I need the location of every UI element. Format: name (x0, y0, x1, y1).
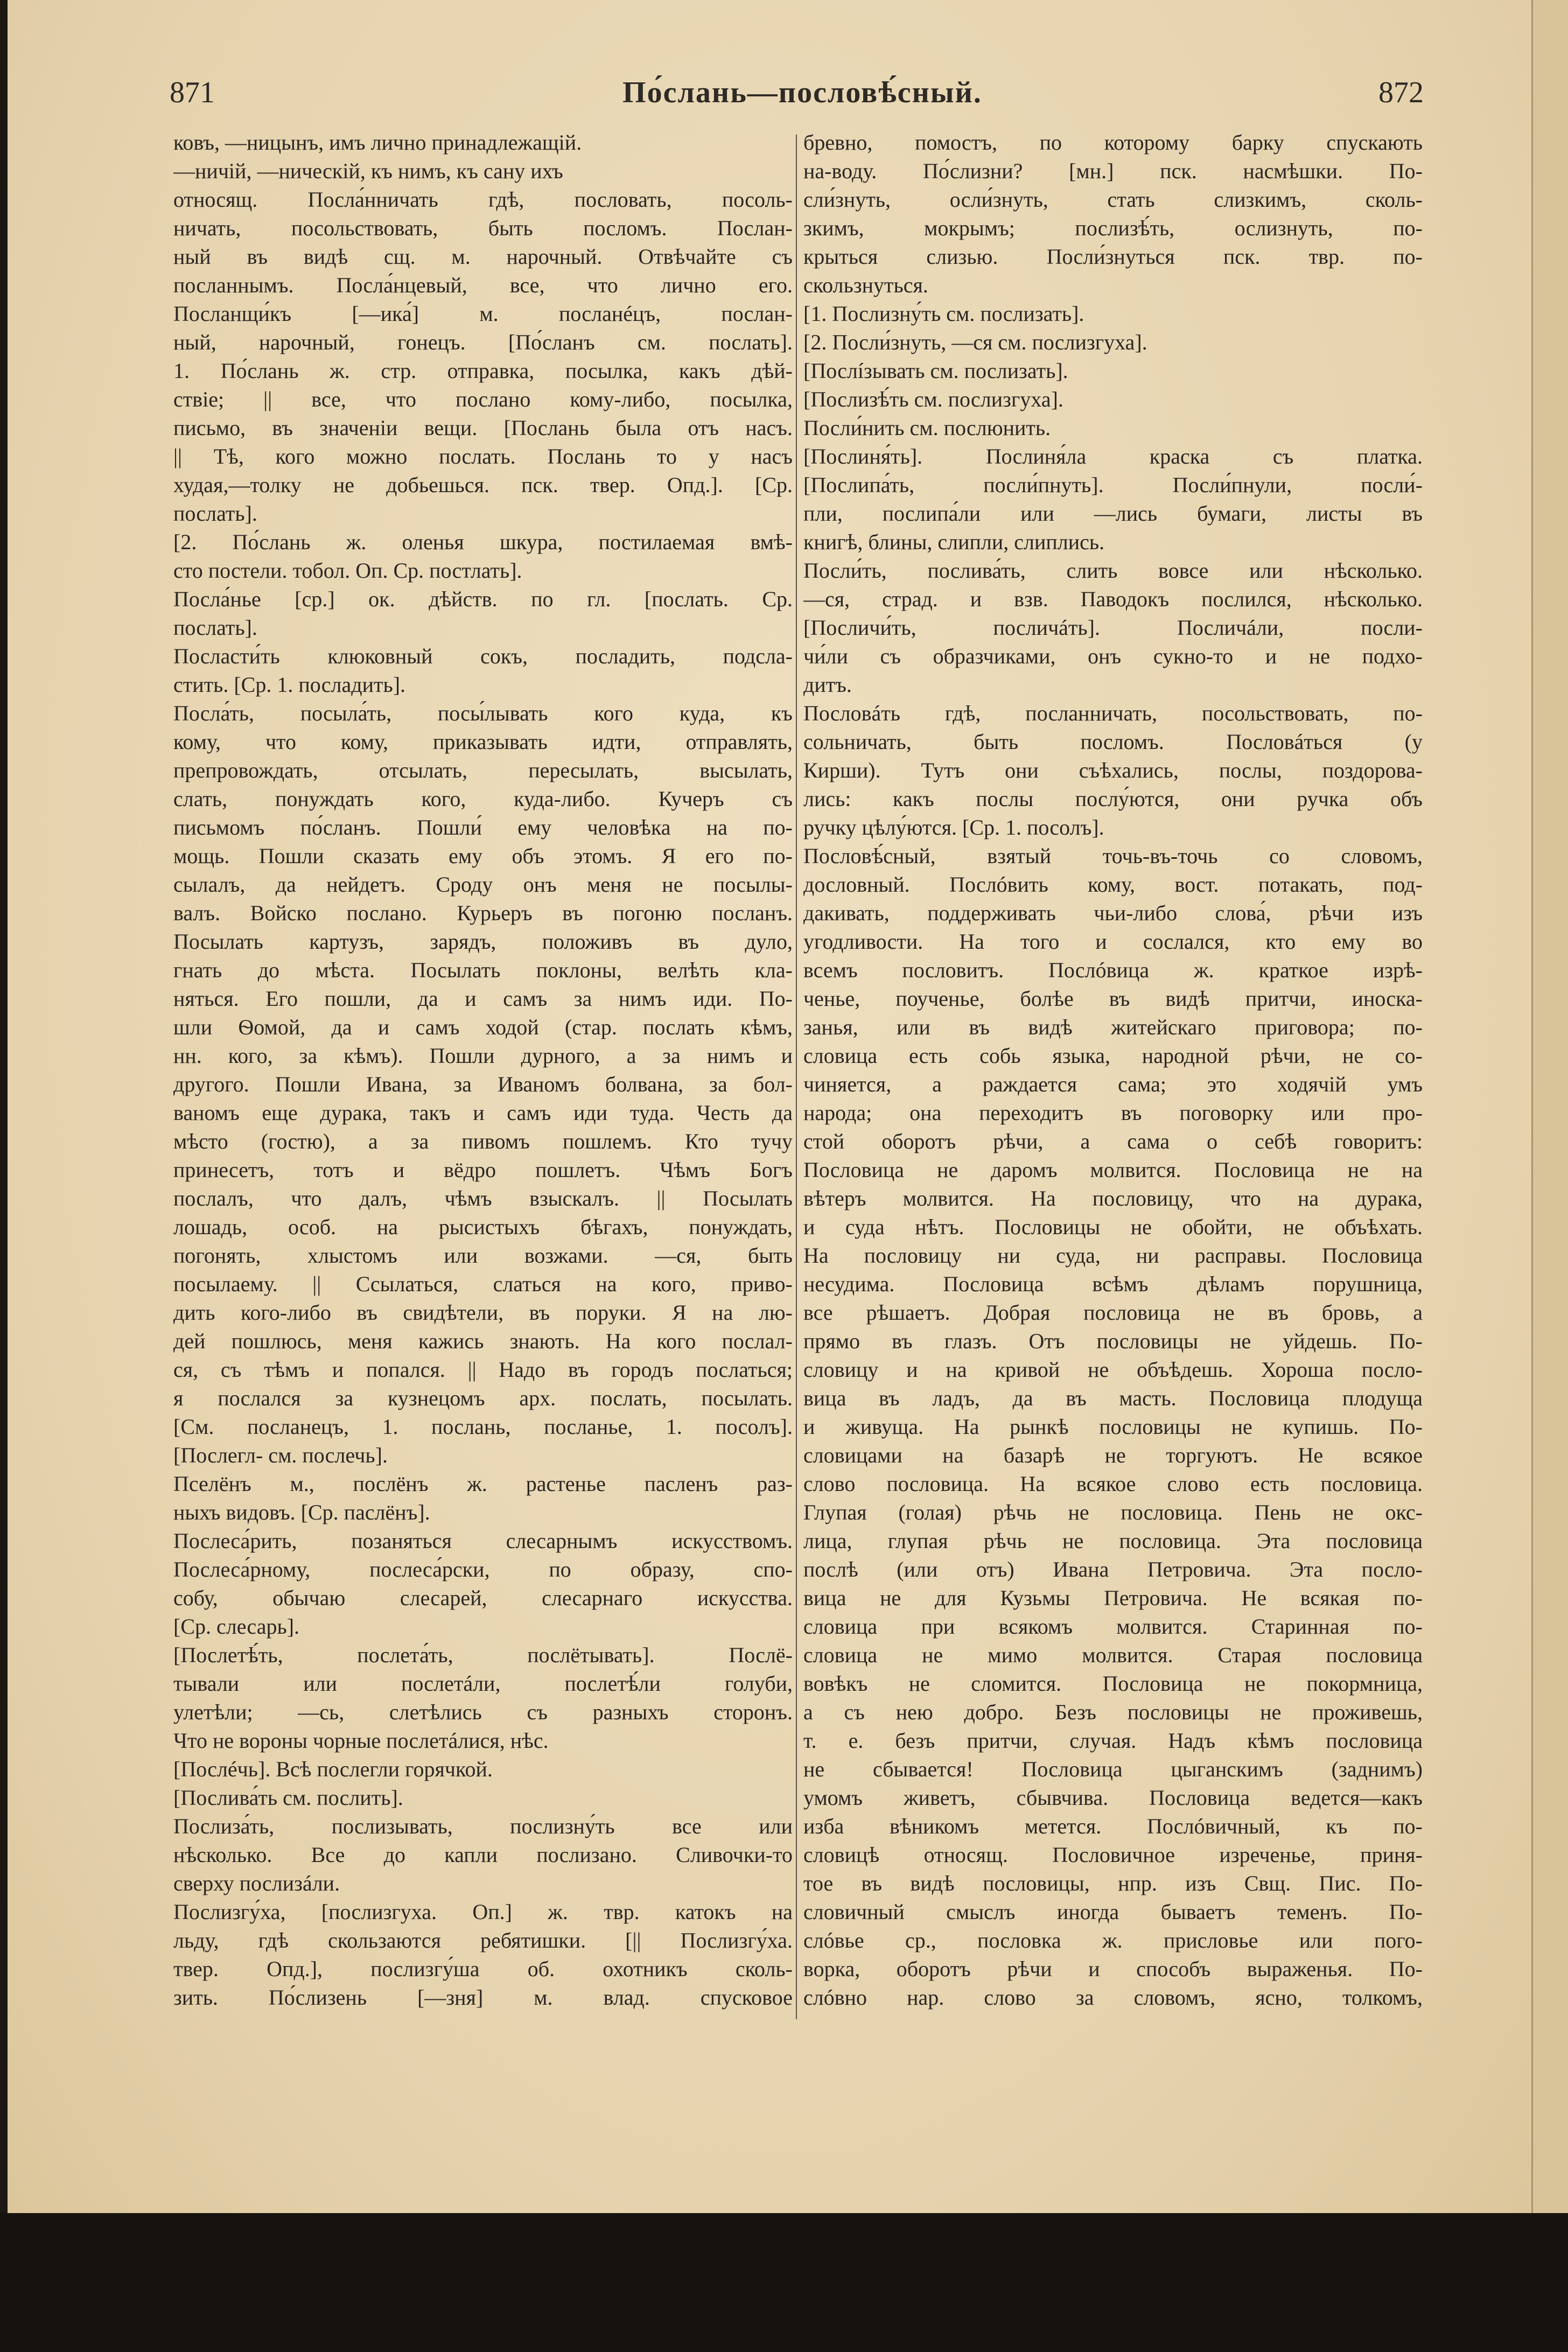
text-line: всемъ пословитъ. Послóвица ж. краткое изрѣ- (803, 958, 1423, 982)
text-line: Посла́нье [ср.] ок. дѣйств. по гл. [послать. Ср. (173, 587, 793, 611)
text-line: лица, глупая рѣчь не пословица. Эта пословица (803, 1529, 1423, 1553)
text-line: вѣтеръ молвится. На пословицу, что на дурака, (803, 1186, 1423, 1210)
text-line: ручку цѣлу́ются. [Ср. 1. посолъ]. (803, 815, 1104, 839)
text-line: изба вѣникомъ метется. Послóвичный, къ по- (803, 1814, 1423, 1838)
text-line: нн. кого, за кѣмъ). Пошли дурного, а за нимъ и (173, 1044, 793, 1068)
text-line: [Послíзывать см. послизать]. (803, 359, 1068, 383)
text-line: Пословица не даромъ молвится. Пословица не на (803, 1158, 1423, 1182)
text-line: слово пословица. На всякое слово есть пословица. (803, 1472, 1423, 1496)
text-line: улетѣли; —сь, слетѣлись съ разныхъ сторонъ. (173, 1700, 793, 1724)
text-line: посланнымъ. Посла́нцевый, все, что лично его. (173, 273, 793, 297)
text-line: погонять, хлыстомъ или возжами. —ся, быть (173, 1243, 793, 1268)
text-line: сверху послизáли. (173, 1871, 340, 1895)
text-line: Пословáть гдѣ, посланничать, посольствовать, по- (803, 701, 1423, 725)
text-line: [См. посланецъ, 1. послань, посланье, 1. посолъ]. (173, 1415, 793, 1439)
text-line: ничать, посольствовать, быть посломъ. Послан- (173, 216, 793, 240)
text-line: твер. Опд.], послизгу́ша об. охотникъ сколь- (173, 1957, 793, 1981)
text-line: ный въ видѣ сщ. м. нарочный. Отвѣчайте съ (173, 244, 793, 269)
text-line: занья, или въ видѣ житейскаго приговора; по- (803, 1015, 1423, 1039)
text-line: лись: какъ послы послу́ются, они ручка объ (803, 787, 1423, 811)
text-line: стой оборотъ рѣчи, а сама о себѣ говоритъ: (803, 1129, 1423, 1153)
text-line: другого. Пошли Ивана, за Иваномъ болвана, за бол- (173, 1072, 793, 1096)
text-line: книгѣ, блины, слипли, слиплись. (803, 530, 1105, 554)
text-line: ный, нарочный, гонецъ. [По́сланъ см. послать]. (173, 330, 793, 354)
text-line: все рѣшаетъ. Добрая пословица не въ бровь, а (803, 1300, 1423, 1325)
text-line: худая,—толку не добьешься. пск. твер. Опд.]. [Ср. (173, 473, 793, 497)
text-line: лошадь, особ. на рысистыхъ бѣгахъ, понуждать, (173, 1215, 793, 1239)
text-line: умомъ живетъ, сбывчива. Пословица ведется—какъ (803, 1786, 1423, 1810)
text-line: послать]. (173, 501, 257, 526)
text-line: письмомъ по́сланъ. Пошли́ ему человѣка на по- (173, 815, 793, 839)
text-line: Послизгу́ха, [послизгуха. Оп.] ж. твр. катокъ на (173, 1900, 793, 1924)
text-line: дей пошлюсь, меня кажись знають. На кого послал- (173, 1329, 793, 1353)
text-line: прямо въ глазъ. Отъ пословицы не уйдешь. По- (803, 1329, 1423, 1353)
text-line: а съ нею добро. Безъ пословицы не проживешь, (803, 1700, 1423, 1724)
text-line: —ся, страд. и взв. Паводокъ послился, нѣсколько. (803, 587, 1423, 611)
text-line: Посланщи́къ [—ика́] м. посланéцъ, послан- (173, 302, 793, 326)
text-line: чиняется, а раждается сама; это ходячій умъ (803, 1072, 1423, 1096)
text-line: несудима. Пословица всѣмъ дѣламъ порушница, (803, 1272, 1423, 1296)
text-line: бревно, помостъ, по которому барку спускають (803, 130, 1423, 155)
text-line: зить. По́слизень [—зня] м. влад. спусковое (173, 1985, 793, 2010)
text-line: я послался за кузнецомъ арх. послать, посылать. (173, 1386, 793, 1410)
text-line: словица есть собь языка, народной рѣчи, не со- (803, 1044, 1423, 1068)
text-line: сто постели. тобол. Оп. Ср. постлать]. (173, 558, 522, 583)
text-line: на-воду. По́слизни? [мн.] пск. насмѣшки. По- (803, 159, 1423, 183)
text-line: ворка, оборотъ рѣчи и способъ выраженья. По- (803, 1957, 1423, 1981)
page-number-left: 871 (170, 76, 215, 109)
text-line: Послеса́рному, послеса́рски, по образу, спо- (173, 1557, 793, 1581)
text-line: На пословицу ни суда, ни расправы. Пословица (803, 1243, 1423, 1268)
text-line: валъ. Войско послано. Курьеръ въ погоню посланъ. (173, 901, 793, 925)
text-line: угодливости. На того и сослался, кто ему во (803, 929, 1423, 954)
text-line: Кирши). Тутъ они съѣхались, послы, поздорова- (803, 758, 1423, 782)
text-line: Послиза́ть, послизывать, послизну́ть все или (173, 1814, 793, 1838)
text-line: тое въ видѣ пословицы, нпр. изъ Свщ. Пис. По- (803, 1871, 1423, 1895)
text-line: ныхъ видовъ. [Ср. паслёнъ]. (173, 1500, 430, 1524)
text-line: дитъ. (803, 673, 852, 697)
text-line: шли Ѳомой, да и самъ ходой (стар. послать кѣмъ, (173, 1015, 793, 1039)
text-line: нѣсколько. Все до капли послизано. Сливочки-то (173, 1843, 793, 1867)
text-line: дить кого-либо въ свидѣтели, въ поруки. Я на лю- (173, 1300, 793, 1325)
text-line: крыться слизью. Посли́знуться пск. твр. по- (803, 244, 1423, 269)
text-line: [Послетѣ́ть, послета́ть, послётывать]. Послё- (173, 1643, 793, 1667)
text-line: препровождать, отсылать, пересылать, высылать, (173, 758, 793, 782)
text-line: дословный. Послóвить кому, вост. потакать, под- (803, 872, 1423, 897)
text-line: слóвье ср., пословка ж. присловье или пого- (803, 1928, 1423, 1952)
text-line: [Послегл- см. послечь]. (173, 1443, 388, 1467)
text-line: мѣсто (гостю), а за пивомъ пошлемъ. Кто тучу (173, 1129, 793, 1153)
text-line: льду, гдѣ скользаются ребятишки. [|| Послизгу́ха. (173, 1928, 793, 1952)
column-divider (796, 135, 797, 2019)
left-column (173, 128, 793, 2012)
text-line: словицами на базарѣ не торгуютъ. Не всякое (803, 1443, 1423, 1467)
text-line: не сбывается! Пословица цыганскимъ (заднимъ) (803, 1757, 1423, 1781)
text-line: послалъ, что далъ, чѣмъ взыскалъ. || Посылать (173, 1186, 793, 1210)
text-line: сольничать, быть посломъ. Пословáться (у (803, 730, 1423, 754)
page-number-right: 872 (1378, 76, 1424, 109)
text-line: тывали или послетáли, послетѣ́ли голуби, (173, 1671, 793, 1696)
text-line: ковъ, —ницынъ, имъ лично принадлежащій. (173, 130, 582, 155)
text-line: [Послиня́ть]. Послиня́ла краска съ платка. (803, 444, 1423, 468)
text-line: посылаему. || Ссылаться, слаться на кого, приво- (173, 1272, 793, 1296)
text-line: Пселёнъ м., послёнъ ж. растенье пасленъ раз- (173, 1472, 793, 1496)
text-line: Посласти́ть клюковный сокъ, посладить, подсла- (173, 644, 793, 668)
text-line: Посылать картузъ, зарядъ, положивъ въ дуло, (173, 929, 793, 954)
text-line: 1. По́слань ж. стр. отправка, посылка, какъ дѣй- (173, 359, 793, 383)
text-line: народа; она переходитъ въ поговорку или про- (803, 1101, 1423, 1125)
text-line: дакивать, поддерживать чьи-либо слова́, рѣчи изъ (803, 901, 1423, 925)
text-line: [Послизѣ́ть см. послизгуха]. (803, 387, 1063, 411)
text-line: стить. [Ср. 1. посладить]. (173, 673, 406, 697)
text-line: собу, обычаю слесарей, слесарнаго искусства. (173, 1586, 793, 1610)
text-line: словицу и на кривой не объѣдешь. Хороша посло- (803, 1357, 1423, 1382)
text-line: [1. Послизну́ть см. послизать]. (803, 302, 1084, 326)
text-line: мощь. Пошли сказать ему объ этомъ. Я его по- (173, 844, 793, 868)
text-line: и живуща. На рынкѣ пословицы не купишь. По- (803, 1415, 1423, 1439)
text-line: [Послива́ть см. послить]. (173, 1786, 403, 1810)
text-line: чи́ли съ образчиками, онъ сукно-то и не подхо- (803, 644, 1423, 668)
text-line: пли, послипа́ли или —лись бумаги, листы въ (803, 501, 1423, 526)
text-line: словица при всякомъ молвится. Старинная по- (803, 1614, 1423, 1639)
text-line: Посли́ть, послива́ть, слить вовсе или нѣсколько. (803, 558, 1423, 583)
text-line: [Послипа́ть, посли́пнуть]. Посли́пнули, посли́- (803, 473, 1423, 497)
scan-background (0, 2213, 1568, 2352)
text-line: [Посличи́ть, посличáть]. Посличáли, посли- (803, 615, 1423, 640)
text-line: ваномъ еще дурака, такъ и самъ иди туда. Честь да (173, 1101, 793, 1125)
text-line: —ничій, —ническій, къ нимъ, къ сану ихъ (173, 159, 563, 183)
text-line: || Тѣ, кого можно послать. Послань то у насъ (173, 444, 793, 468)
text-line: относящ. Посла́нничать гдѣ, пословать, посоль- (173, 187, 793, 212)
text-line: и суда нѣтъ. Пословицы не обойти, не объѣхать. (803, 1215, 1423, 1239)
text-line: [2. Посли́знуть, —ся см. послизгуха]. (803, 330, 1147, 354)
text-line: кому, что кому, приказывать идти, отправлять, (173, 730, 793, 754)
text-line: т. е. безъ притчи, случая. Надъ кѣмъ пословица (803, 1728, 1423, 1753)
text-line: слать, понуждать кого, куда-либо. Кучеръ съ (173, 787, 793, 811)
text-line: послать]. (173, 615, 257, 640)
adjacent-page-edge (1531, 0, 1568, 2218)
text-line: ченье, поученье, болѣе въ видѣ притчи, иноска- (803, 986, 1423, 1011)
text-line: [Ср. слесарь]. (173, 1614, 300, 1639)
text-line: Посли́нить см. послюнить. (803, 416, 1051, 440)
text-line: [2. По́слань ж. оленья шкура, постилаемая вмѣ- (173, 530, 793, 554)
text-line: письмо, въ значеніи вещи. [Послань была отъ насъ. (173, 416, 793, 440)
text-line: Пословѣ́сный, взятый точь-въ-точь со словомъ, (803, 844, 1423, 868)
text-line: сылалъ, да нейдетъ. Сроду онъ меня не посылы- (173, 872, 793, 897)
text-line: словичный смыслъ иногда бываетъ теменъ. По- (803, 1900, 1423, 1924)
text-line: Посла́ть, посыла́ть, посы́лывать кого куда, къ (173, 701, 793, 725)
text-line: ствіе; || все, что послано кому-либо, посылка, (173, 387, 793, 411)
text-line: принесетъ, тотъ и вёдро пошлетъ. Чѣмъ Богъ (173, 1158, 793, 1182)
text-line: Послеса́рить, позаняться слесарнымъ искусствомъ. (173, 1529, 793, 1553)
text-line: вовѣкъ не сломится. Пословица не покормница, (803, 1671, 1423, 1696)
text-line: вица въ ладъ, да въ масть. Пословица плодуща (803, 1386, 1423, 1410)
text-line: словица не мимо молвится. Старая пословица (803, 1643, 1423, 1667)
text-line: Глупая (голая) рѣчь не пословица. Пень не окс- (803, 1500, 1423, 1524)
text-line: ся, съ тѣмъ и попался. || Надо въ городъ послаться; (173, 1357, 793, 1382)
text-line: зкимъ, мокрымъ; послизѣ́ть, ослизнуть, по- (803, 216, 1423, 240)
text-line: сли́знуть, осли́знуть, стать слизкимъ, сколь- (803, 187, 1423, 212)
text-line: слóвно нар. слово за словомъ, ясно, толкомъ, (803, 1985, 1423, 2010)
text-line: вица не для Кузьмы Петровича. Не всякая по- (803, 1586, 1423, 1610)
text-line: скользнуться. (803, 273, 928, 297)
text-line: словицѣ относящ. Пословичное изреченье, приня- (803, 1843, 1423, 1867)
text-line: послѣ (или отъ) Ивана Петровича. Эта посло- (803, 1557, 1423, 1581)
text-line: Что не вороны чорные послетáлися, нѣс. (173, 1728, 549, 1753)
right-column (803, 128, 1423, 2012)
text-line: гнать до мѣста. Посылать поклоны, велѣть кла- (173, 958, 793, 982)
running-head-title: По́слань—пословѣ́сный. (622, 76, 982, 109)
text-line: [Послéчь]. Всѣ послегли горячкой. (173, 1757, 493, 1781)
text-line: няться. Его пошли, да и самъ за нимъ иди. По- (173, 986, 793, 1011)
